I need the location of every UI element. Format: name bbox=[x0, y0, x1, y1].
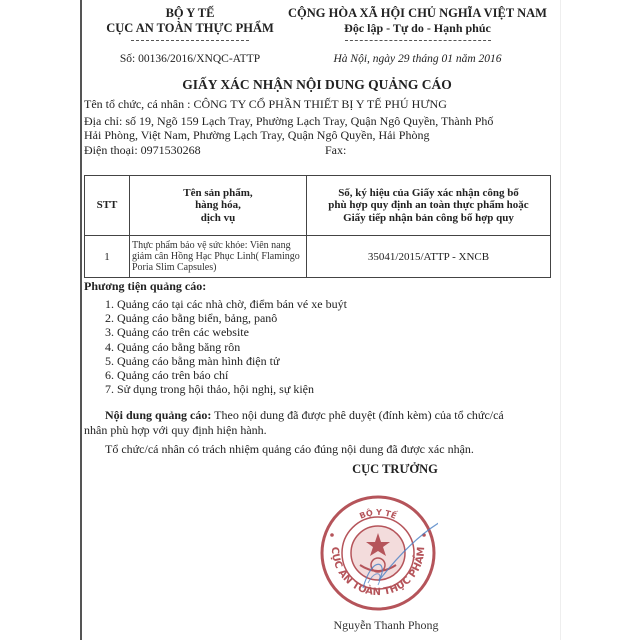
table-header-row bbox=[85, 176, 551, 236]
agency-header bbox=[84, 6, 296, 41]
agency-ministry: BỘ Y TẾ bbox=[165, 6, 215, 20]
list-item: 2. Quảng cáo bằng biển, bảng, panô bbox=[105, 311, 278, 326]
svg-text:BỘ Y TẾ: BỘ Y TẾ bbox=[358, 507, 398, 521]
list-item: 1. Quảng cáo tại các nhà chờ, điểm bán vé xe buýt bbox=[105, 297, 347, 311]
content-line-1 bbox=[105, 408, 504, 422]
list-item: 7. Sử dụng trong hội thảo, hội nghị, sự kiện bbox=[105, 382, 315, 397]
signatory-title: CỤC TRƯỞNG bbox=[352, 462, 438, 476]
cell-product: Thực phẩm bảo vệ sức khỏe: Viên nang giảm cân Hồng Hạc Phục Linh( Flamingo Poria Slim Capsules) bbox=[130, 236, 307, 278]
agency-department: CỤC AN TOÀN THỰC PHẨM bbox=[106, 21, 274, 35]
place-date: Hà Nội, ngày 29 tháng 01 năm 2016 bbox=[333, 53, 502, 65]
address-line-2: Hải Phòng, Việt Nam, Phường Lạch Tray, Quận Ngô Quyền, Hải Phòng bbox=[84, 128, 430, 142]
header-divider-right bbox=[345, 40, 491, 41]
header-stt: STT bbox=[85, 176, 130, 236]
address-line-1: Địa chỉ: số 19, Ngõ 159 Lạch Tray, Phường Lạch Tray, Quận Ngô Quyền, Thành Phố bbox=[84, 114, 494, 128]
fax-line: Fax: bbox=[325, 143, 347, 157]
nation-name: CỘNG HÒA XÃ HỘI CHỦ NGHĨA VIỆT NAM bbox=[288, 6, 547, 20]
content-label: Nội dung quảng cáo: bbox=[105, 408, 212, 422]
svg-text:CỤC AN TOÀN THỰC PHẨM: CỤC AN TOÀN THỰC PHẨM bbox=[328, 546, 428, 599]
product-table bbox=[84, 175, 551, 278]
phone-line: Điện thoại: 0971530268 bbox=[84, 143, 201, 157]
content-line-2: nhân phù hợp với quy định hiện hành. bbox=[84, 423, 267, 437]
media-heading: Phương tiện quảng cáo: bbox=[84, 279, 207, 293]
list-item: 3. Quảng cáo trên các website bbox=[105, 325, 249, 340]
list-item: 4. Quảng cáo bằng băng rôn bbox=[105, 339, 241, 354]
responsibility-statement: Tổ chức/cá nhân có trách nhiệm quảng cáo đúng nội dung đã được xác nhận. bbox=[105, 442, 474, 456]
organization-line: Tên tổ chức, cá nhân : CÔNG TY CỔ PHẦN THIẾT BỊ Y TẾ PHÚ HƯNG bbox=[84, 97, 447, 111]
header-certificate: Số, ký hiệu của Giấy xác nhận công bố phù hợp quy định an toàn thực phẩm hoặc Giấy tiếp nhận bản công bố hợp quy bbox=[307, 176, 551, 236]
list-item: 6. Quảng cáo trên báo chí bbox=[105, 368, 229, 383]
header-product: Tên sản phẩm, hàng hóa, dịch vụ bbox=[130, 176, 307, 236]
content-text: Theo nội dung đã được phê duyệt (đính kèm) của tổ chức/cá bbox=[211, 408, 504, 422]
signer-name: Nguyễn Thanh Phong bbox=[333, 618, 439, 632]
official-seal-icon bbox=[318, 493, 438, 613]
page-right-edge bbox=[560, 0, 561, 640]
cell-certificate: 35041/2015/ATTP - XNCB bbox=[307, 236, 551, 278]
table-row bbox=[85, 236, 551, 278]
media-list bbox=[105, 297, 347, 396]
document-title: GIẤY XÁC NHẬN NỘI DUNG QUẢNG CÁO bbox=[182, 77, 452, 92]
list-item: 5. Quảng cáo bằng màn hình điện tử bbox=[105, 353, 280, 368]
nation-motto: Độc lập - Tự do - Hạnh phúc bbox=[344, 21, 491, 35]
header-divider-left bbox=[131, 40, 249, 41]
reference-number: Số: 00136/2016/XNQC-ATTP bbox=[119, 53, 261, 65]
nation-header bbox=[285, 6, 550, 41]
page-left-border bbox=[80, 0, 82, 640]
cell-stt: 1 bbox=[85, 236, 130, 278]
